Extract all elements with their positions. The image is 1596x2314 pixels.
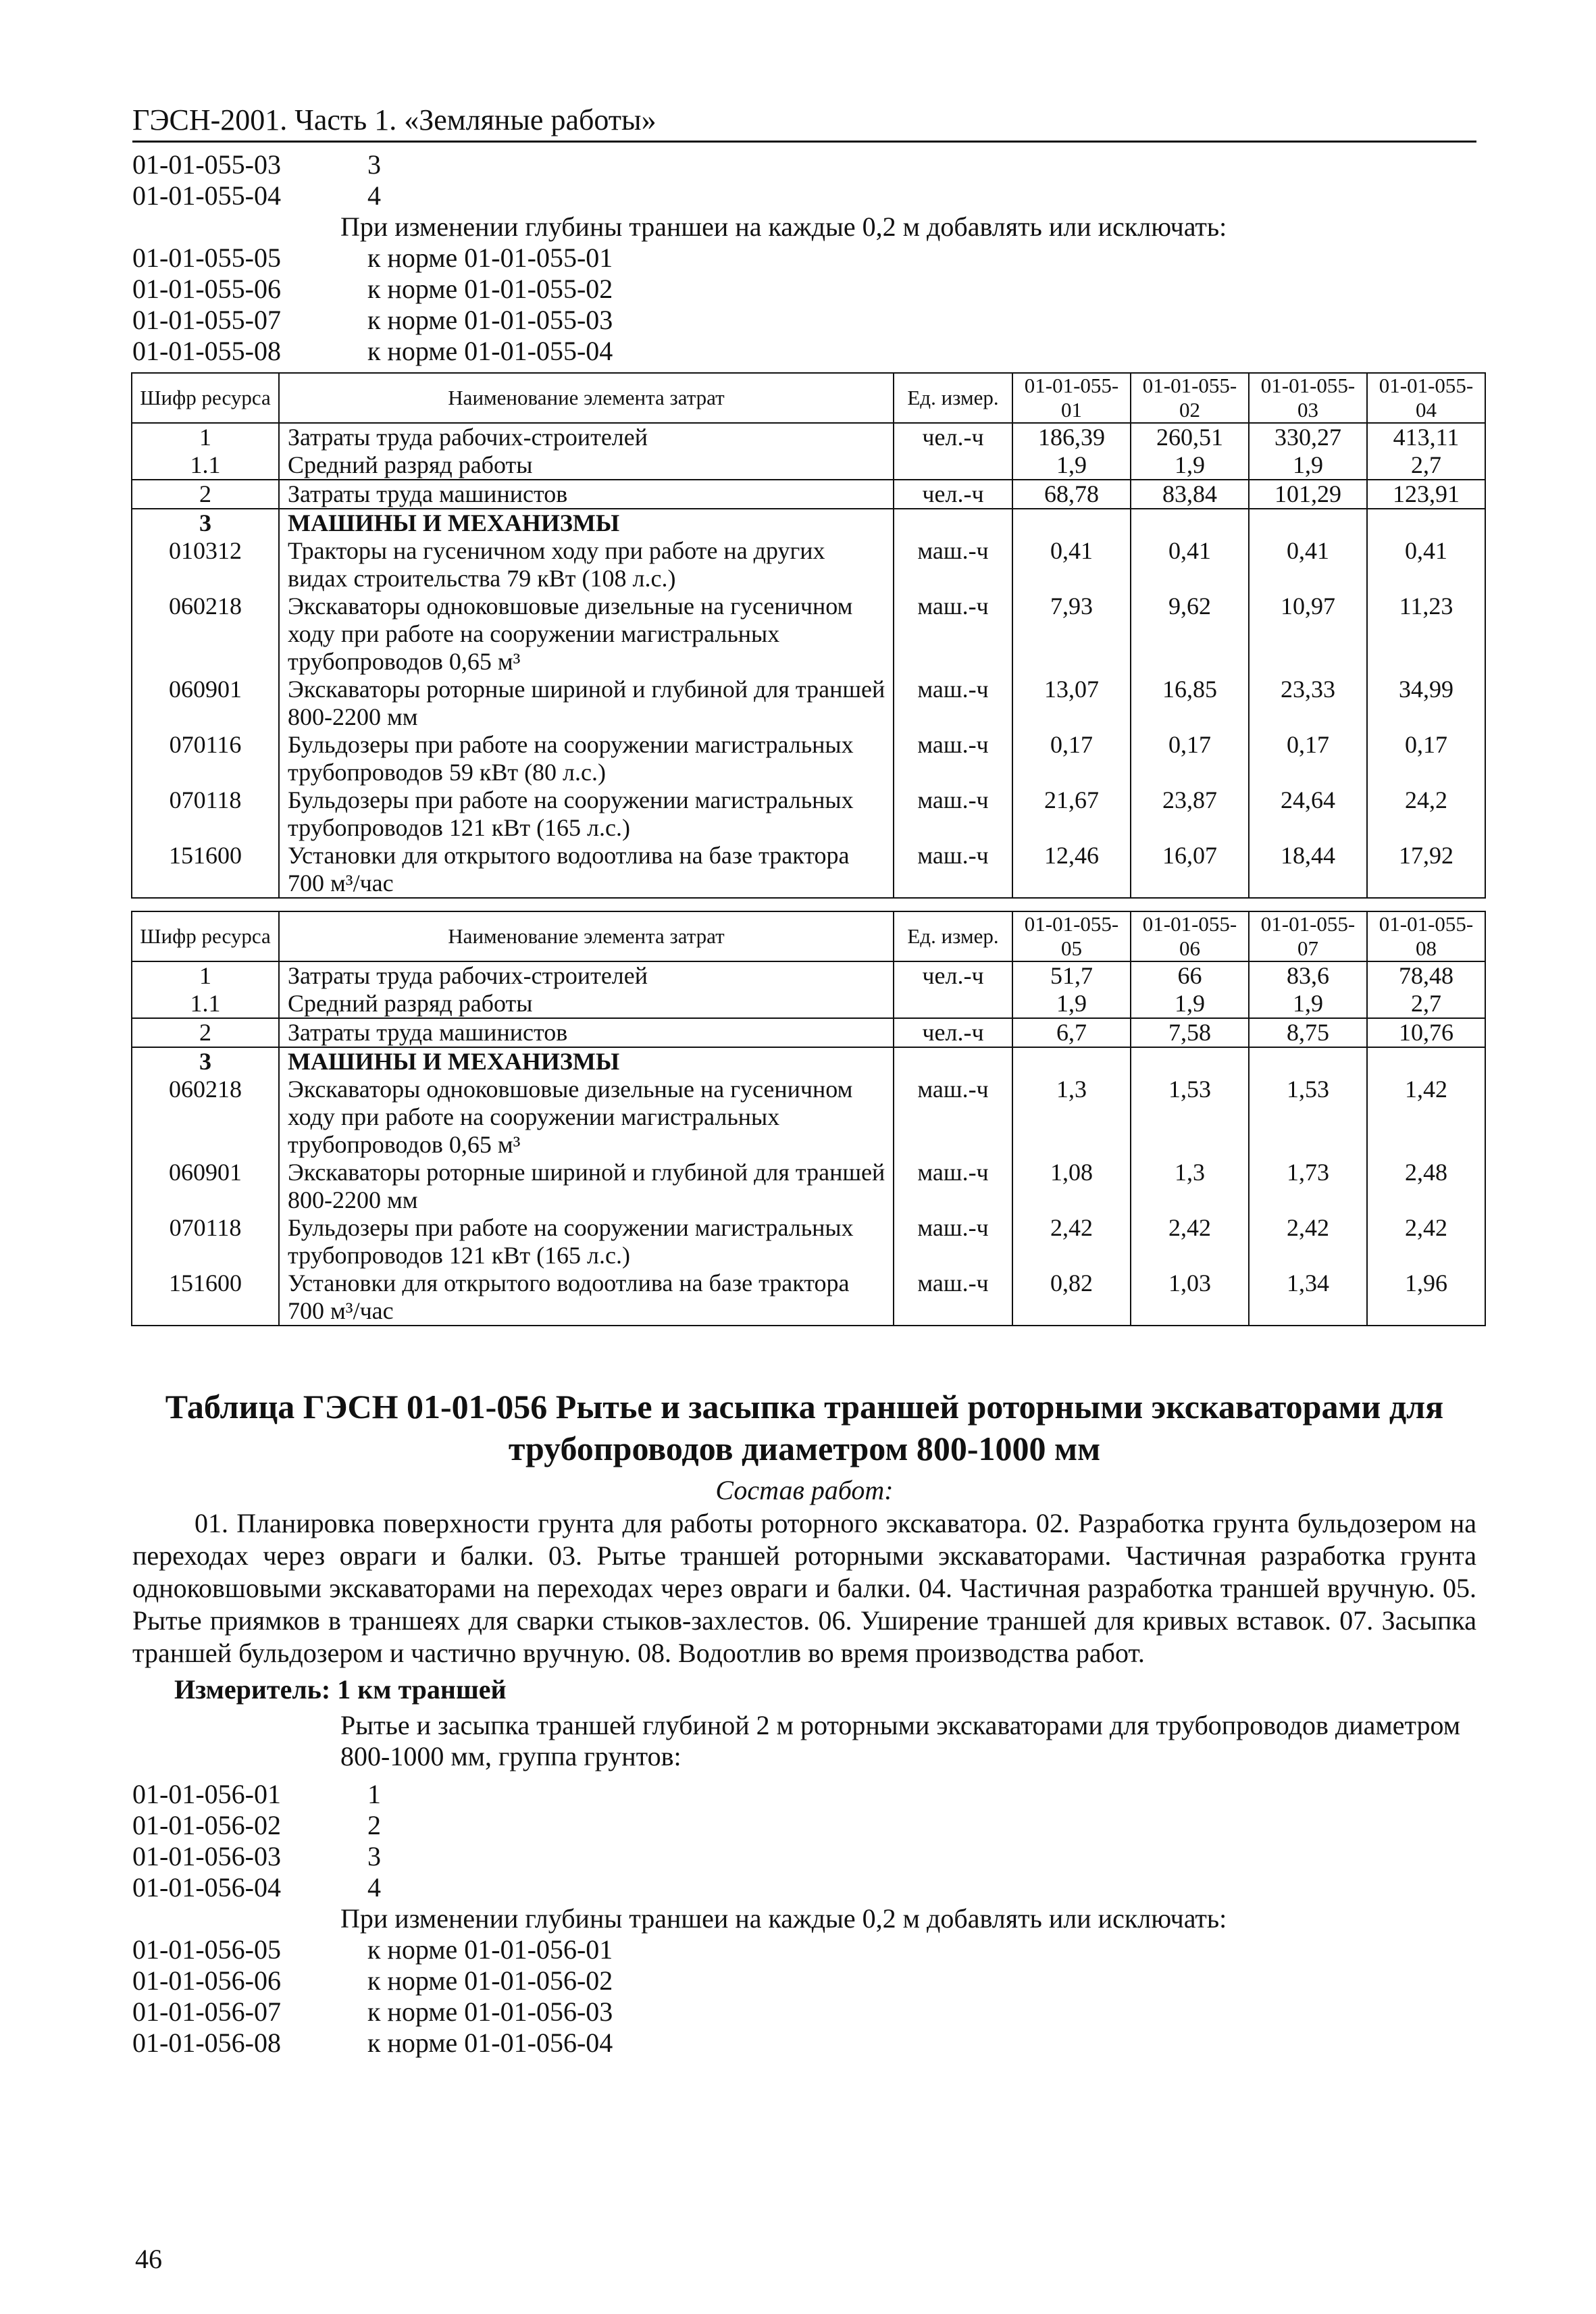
table-row [132,1076,1485,1159]
norm-code: 01-01-056-01 [132,1779,281,1809]
unit-cell: маш.-ч [894,593,1012,676]
cost-element-cell: Средний разряд работы [279,990,894,1018]
soil-group: 3 [367,149,381,180]
unit-cell: чел.-ч [894,480,1012,509]
value-cell [1367,509,1485,537]
code-line [132,2028,1476,2059]
value-cell: 2,42 [1012,1214,1131,1269]
unit-cell [894,509,1012,537]
value-cell: 1,03 [1131,1269,1249,1326]
norm-reference: к норме 01-01-055-03 [367,305,613,335]
unit-cell: чел.-ч [894,1018,1012,1047]
value-cell [1249,1047,1367,1076]
value-cell: 1,34 [1249,1269,1367,1326]
soil-group: 4 [367,180,381,211]
resource-code-cell: 070116 [132,731,279,786]
unit-cell [894,451,1012,480]
code-line [132,1810,1476,1841]
table-row [132,1159,1485,1214]
adjust-note [132,1903,1476,1934]
unit-cell: чел.-ч [894,961,1012,990]
cost-element-cell: Затраты труда рабочих-строителей [279,961,894,990]
unit-cell: маш.-ч [894,676,1012,731]
value-cell: 17,92 [1367,842,1485,898]
cost-table-1 [131,372,1486,899]
table-row [132,786,1485,842]
value-cell [1131,1047,1249,1076]
table-header-row [132,911,1485,961]
value-cell: 51,7 [1012,961,1131,990]
cost-element-cell: Установки для открытого водоотлива на базе трактора 700 м³/час [279,842,894,898]
value-cell: 83,6 [1249,961,1367,990]
resource-code-cell: 1.1 [132,451,279,480]
header-resource-code: Шифр ресурса [132,911,279,961]
code-line [132,1779,1476,1810]
value-cell: 13,07 [1012,676,1131,731]
norm-code: 01-01-056-04 [132,1872,281,1903]
value-cell: 16,85 [1131,676,1249,731]
cost-element-cell: Экскаваторы одноковшовые дизельные на гусеничном ходу при работе на сооружении магистральных трубопроводов 0,65 м³ [279,593,894,676]
value-cell: 1,9 [1131,990,1249,1018]
value-cell: 10,97 [1249,593,1367,676]
resource-code-cell: 070118 [132,1214,279,1269]
value-cell: 11,23 [1367,593,1485,676]
resource-code-cell: 151600 [132,842,279,898]
norm-reference: к норме 01-01-055-04 [367,336,613,366]
table-header-row [132,373,1485,423]
value-cell: 1,9 [1249,451,1367,480]
table-row [132,423,1485,451]
header-resource-code: Шифр ресурса [132,373,279,423]
value-cell: 2,42 [1131,1214,1249,1269]
value-cell: 1,42 [1367,1076,1485,1159]
value-cell: 1,9 [1131,451,1249,480]
value-cell: 1,53 [1249,1076,1367,1159]
value-cell: 6,7 [1012,1018,1131,1047]
value-cell: 2,48 [1367,1159,1485,1214]
soil-group: 4 [367,1872,381,1903]
norm-code: 01-01-055-06 [132,274,281,304]
value-cell: 1,3 [1131,1159,1249,1214]
table-row [132,1214,1485,1269]
value-cell: 7,58 [1131,1018,1249,1047]
document-page [132,101,1476,2059]
work-composition-paragraph: 01. Планировка поверхности грунта для работы роторного экскаватора. 02. Разработка грунта бульдозером на переходах через овраги и балки. 03. Рытье траншей роторными экскаваторами. Частичная разработка грунта одноковшовыми экскаваторами на переходах через овраги и балки. 04. Частичная разработка траншей вручную. 05. Рытье приямков в траншеях для сварки стыков-захлестов. 06. Уширение траншей для кривых вставок. 07. Засыпка траншей бульдозером и частично вручную. 08. Водоотлив во время производства работ. [132,1508,1476,1668]
resource-code-cell: 060218 [132,593,279,676]
unit-cell: маш.-ч [894,1214,1012,1269]
header-norm-col: 01-01-055-03 [1249,373,1367,423]
measurement-unit: Измеритель: 1 км траншей [174,1674,507,1705]
code-line [132,1841,1476,1872]
cost-element-cell: Бульдозеры при работе на сооружении магистральных трубопроводов 121 кВт (165 л.с.) [279,786,894,842]
value-cell: 7,93 [1012,593,1131,676]
norm-code: 01-01-055-08 [132,336,281,366]
value-cell: 21,67 [1012,786,1131,842]
code-line [132,274,1476,305]
value-cell: 78,48 [1367,961,1485,990]
unit-cell: маш.-ч [894,731,1012,786]
section-title: Таблица ГЭСН 01-01-056 Рытье и засыпка траншей роторными экскаваторами для трубопроводов диаметром 800-1000 мм [165,1388,1444,1467]
running-header: ГЭСН-2001. Часть 1. «Земляные работы» [132,101,1476,143]
norm-code: 01-01-055-05 [132,243,281,273]
cost-element-cell: Затраты труда машинистов [279,480,894,509]
soil-group: 1 [367,1779,381,1809]
value-cell: 186,39 [1012,423,1131,451]
value-cell [1249,509,1367,537]
value-cell [1012,509,1131,537]
value-cell: 1,73 [1249,1159,1367,1214]
value-cell: 0,17 [1131,731,1249,786]
resource-code-cell: 2 [132,1018,279,1047]
cost-element-cell: Затраты труда машинистов [279,1018,894,1047]
bottom-code-list [132,1779,1476,2059]
table-row [132,961,1485,990]
value-cell: 0,41 [1131,537,1249,593]
page-number: 46 [135,2244,162,2274]
norm-code: 01-01-056-02 [132,1810,281,1840]
table-row [132,509,1485,537]
value-cell: 34,99 [1367,676,1485,731]
value-cell: 16,07 [1131,842,1249,898]
value-cell: 9,62 [1131,593,1249,676]
table-row [132,842,1485,898]
value-cell: 0,41 [1249,537,1367,593]
table-row [132,451,1485,480]
norm-reference: к норме 01-01-056-02 [367,1965,613,1996]
header-unit: Ед. измер. [894,373,1012,423]
value-cell: 1,9 [1249,990,1367,1018]
norm-code: 01-01-055-07 [132,305,281,335]
norm-reference: к норме 01-01-056-03 [367,1996,613,2027]
value-cell [1012,1047,1131,1076]
header-unit: Ед. измер. [894,911,1012,961]
cost-element-cell: Средний разряд работы [279,451,894,480]
value-cell: 2,7 [1367,451,1485,480]
cost-element-cell: Затраты труда рабочих-строителей [279,423,894,451]
cost-element-cell: Экскаваторы роторные шириной и глубиной для траншей 800-2200 мм [279,676,894,731]
resource-code-cell: 060218 [132,1076,279,1159]
value-cell: 413,11 [1367,423,1485,451]
unit-cell: маш.-ч [894,1159,1012,1214]
resource-code-cell: 1.1 [132,990,279,1018]
code-line [132,1965,1476,1996]
header-norm-col: 01-01-055-08 [1367,911,1485,961]
header-norm-col: 01-01-055-05 [1012,911,1131,961]
value-cell: 18,44 [1249,842,1367,898]
value-cell: 23,87 [1131,786,1249,842]
note-text: При изменении глубины траншеи на каждые 0,2 м добавлять или исключать: [340,1903,1227,1934]
cost-element-cell: Экскаваторы роторные шириной и глубиной для траншей 800-2200 мм [279,1159,894,1214]
table-row [132,676,1485,731]
soil-group: 2 [367,1810,381,1840]
value-cell: 83,84 [1131,480,1249,509]
table-row [132,537,1485,593]
value-cell: 24,64 [1249,786,1367,842]
unit-cell: чел.-ч [894,423,1012,451]
value-cell: 101,29 [1249,480,1367,509]
unit-cell: маш.-ч [894,1076,1012,1159]
code-line [132,243,1476,274]
cost-element-cell: Тракторы на гусеничном ходу при работе на других видах строительства 79 кВт (108 л.с.) [279,537,894,593]
header-norm-col: 01-01-055-04 [1367,373,1485,423]
cost-element-cell: Экскаваторы одноковшовые дизельные на гусеничном ходу при работе на сооружении магистральных трубопроводов 0,65 м³ [279,1076,894,1159]
unit-cell: маш.-ч [894,537,1012,593]
resource-code-cell: 3 [132,509,279,537]
code-line [132,180,1476,211]
value-cell: 1,9 [1012,990,1131,1018]
value-cell [1131,509,1249,537]
resource-code-cell: 060901 [132,1159,279,1214]
value-cell: 1,3 [1012,1076,1131,1159]
code-line [132,1996,1476,2028]
value-cell: 2,42 [1249,1214,1367,1269]
value-cell: 1,96 [1367,1269,1485,1326]
norm-reference: к норме 01-01-056-01 [367,1934,613,1965]
value-cell: 8,75 [1249,1018,1367,1047]
value-cell: 0,41 [1012,537,1131,593]
cost-element-cell: Бульдозеры при работе на сооружении магистральных трубопроводов 59 кВт (80 л.с.) [279,731,894,786]
unit-cell [894,1047,1012,1076]
value-cell: 0,41 [1367,537,1485,593]
value-cell: 23,33 [1249,676,1367,731]
header-norm-col: 01-01-055-02 [1131,373,1249,423]
value-cell: 330,27 [1249,423,1367,451]
header-norm-col: 01-01-055-07 [1249,911,1367,961]
norm-code: 01-01-055-03 [132,149,281,180]
value-cell: 2,7 [1367,990,1485,1018]
norm-code: 01-01-055-04 [132,180,281,211]
value-cell: 2,42 [1367,1214,1485,1269]
value-cell: 66 [1131,961,1249,990]
code-line [132,305,1476,336]
value-cell: 24,2 [1367,786,1485,842]
unit-cell [894,990,1012,1018]
norm-code: 01-01-056-03 [132,1841,281,1871]
table-row [132,1018,1485,1047]
resource-code-cell: 3 [132,1047,279,1076]
cost-element-cell: МАШИНЫ И МЕХАНИЗМЫ [279,1047,894,1076]
table-row [132,593,1485,676]
value-cell: 260,51 [1131,423,1249,451]
resource-code-cell: 060901 [132,676,279,731]
note-text: При изменении глубины траншеи на каждые 0,2 м добавлять или исключать: [340,211,1227,242]
value-cell: 1,9 [1012,451,1131,480]
code-line [132,1872,1476,1903]
norm-code: 01-01-056-08 [132,2028,281,2058]
norm-code: 01-01-056-05 [132,1934,281,1965]
value-cell: 123,91 [1367,480,1485,509]
soil-group: 3 [367,1841,381,1871]
adjust-note [132,211,1476,243]
value-cell: 10,76 [1367,1018,1485,1047]
value-cell: 68,78 [1012,480,1131,509]
table-row [132,1269,1485,1326]
cost-table-2 [131,911,1486,1326]
norm-code: 01-01-056-07 [132,1996,281,2027]
header-norm-col: 01-01-055-06 [1131,911,1249,961]
value-cell: 0,17 [1367,731,1485,786]
value-cell [1367,1047,1485,1076]
resource-code-cell: 070118 [132,786,279,842]
norm-reference: к норме 01-01-055-01 [367,243,613,273]
code-line [132,336,1476,367]
resource-code-cell: 151600 [132,1269,279,1326]
table-row [132,1047,1485,1076]
table-row [132,731,1485,786]
table-row [132,480,1485,509]
unit-cell: маш.-ч [894,1269,1012,1326]
value-cell: 0,17 [1012,731,1131,786]
resource-code-cell: 1 [132,961,279,990]
table-row [132,990,1485,1018]
resource-code-cell: 010312 [132,537,279,593]
cost-element-cell: МАШИНЫ И МЕХАНИЗМЫ [279,509,894,537]
code-line [132,149,1476,180]
header-cost-element: Наименование элемента затрат [279,373,894,423]
value-cell: 1,53 [1131,1076,1249,1159]
value-cell: 12,46 [1012,842,1131,898]
resource-code-cell: 1 [132,423,279,451]
code-line [132,1934,1476,1965]
unit-cell: маш.-ч [894,786,1012,842]
cost-element-cell: Установки для открытого водоотлива на базе трактора 700 м³/час [279,1269,894,1326]
value-cell: 1,08 [1012,1159,1131,1214]
norm-reference: к норме 01-01-055-02 [367,274,613,304]
header-norm-col: 01-01-055-01 [1012,373,1131,423]
section-subtitle: Состав работ: [715,1475,894,1505]
top-code-list [132,149,1476,367]
cost-element-cell: Бульдозеры при работе на сооружении магистральных трубопроводов 121 кВт (165 л.с.) [279,1214,894,1269]
norm-code: 01-01-056-06 [132,1965,281,1996]
unit-cell: маш.-ч [894,842,1012,898]
header-cost-element: Наименование элемента затрат [279,911,894,961]
value-cell: 0,82 [1012,1269,1131,1326]
norm-description: Рытье и засыпка траншей глубиной 2 м роторными экскаваторами для трубопроводов диаметром 800-1000 мм, группа грунтов: [340,1710,1461,1771]
norm-reference: к норме 01-01-056-04 [367,2028,613,2058]
resource-code-cell: 2 [132,480,279,509]
value-cell: 0,17 [1249,731,1367,786]
